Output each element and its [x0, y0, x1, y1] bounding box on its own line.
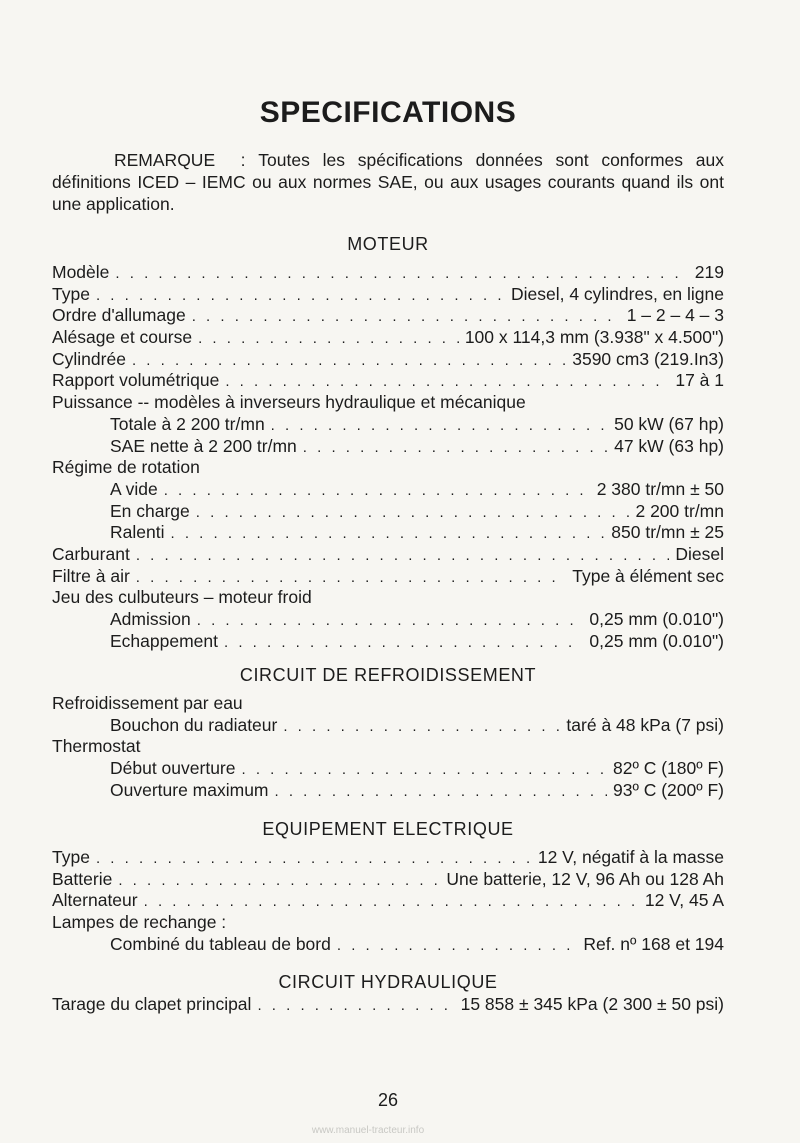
- spec-row: [52, 522, 724, 544]
- remark-paragraph: REMARQUE : Toutes les spécifications données sont conformes aux définitions ICED – IEMC ou aux normes SAE, ou aux usages courants quand ils ont une application.: [52, 150, 725, 214]
- dot-leader: [337, 935, 577, 957]
- spec-row: [52, 392, 724, 414]
- spec-label: Type: [52, 847, 90, 867]
- spec-value: taré à 48 kPa (7 psi): [566, 714, 724, 735]
- spec-row: [52, 327, 724, 349]
- spec-row: [52, 566, 724, 588]
- spec-row: [52, 736, 724, 758]
- spec-value: 0,25 mm (0.010"): [589, 630, 724, 651]
- spec-row: [52, 501, 724, 523]
- spec-label: Batterie: [52, 868, 113, 889]
- dot-leader: [136, 545, 670, 567]
- spec-row: [52, 890, 724, 912]
- spec-label: Puissance -- modèles à inverseurs hydraulique et mécanique: [52, 392, 526, 413]
- spec-label: Début ouverture: [110, 758, 236, 779]
- spec-row: [52, 994, 724, 1016]
- section-title-moteur: MOTEUR: [347, 234, 429, 254]
- spec-value: 850 tr/mn ± 25: [611, 522, 724, 543]
- spec-row: [52, 693, 724, 715]
- spec-row: [52, 912, 724, 934]
- spec-value: Ref. nº 168 et 194: [583, 933, 724, 954]
- dot-leader: [275, 781, 607, 803]
- spec-value: 47 kW (63 hp): [614, 435, 724, 456]
- remark-label: REMARQUE: [114, 150, 216, 170]
- spec-row: [52, 370, 724, 392]
- spec-label: En charge: [110, 500, 190, 521]
- spec-row: [52, 587, 724, 609]
- spec-label: Ouverture maximum: [110, 779, 269, 800]
- dot-leader: [198, 328, 459, 350]
- spec-value: 219: [694, 262, 724, 282]
- spec-label: Jeu des culbuteurs – moteur froid: [52, 587, 312, 608]
- spec-value: 1 – 2 – 4 – 3: [626, 305, 724, 326]
- spec-value: Diesel: [675, 543, 724, 564]
- spec-label: Bouchon du radiateur: [110, 714, 278, 735]
- dot-leader: [242, 759, 607, 781]
- spec-value: 3590 cm3 (219.In3): [572, 348, 724, 369]
- dot-leader: [115, 263, 688, 285]
- watermark: www.manuel-tracteur.info: [311, 1125, 425, 1136]
- spec-label: Thermostat: [52, 736, 141, 757]
- page-number: 26: [377, 1090, 399, 1110]
- spec-label: Tarage du clapet principal: [52, 994, 252, 1014]
- dot-leader: [225, 371, 669, 393]
- spec-row: [52, 457, 724, 479]
- spec-value: 82º C (180º F): [612, 758, 724, 779]
- dot-leader: [132, 350, 566, 372]
- spec-value: 93º C (200º F): [612, 779, 724, 800]
- spec-label: SAE nette à 2 200 tr/mn: [110, 435, 297, 456]
- spec-label: Modèle: [52, 262, 110, 282]
- dot-leader: [118, 870, 440, 892]
- section-title-hydraulique: CIRCUIT HYDRAULIQUE: [278, 972, 498, 992]
- spec-label: Admission: [110, 609, 191, 629]
- spec-label: Refroidissement par eau: [52, 693, 243, 713]
- spec-value: 0,25 mm (0.010"): [589, 609, 724, 629]
- spec-label: Régime de rotation: [52, 457, 200, 478]
- spec-row: [52, 479, 724, 501]
- spec-row: [52, 780, 724, 802]
- spec-label: Alternateur: [52, 890, 138, 911]
- spec-label: Type: [52, 283, 90, 304]
- page-title: SPECIFICATIONS: [259, 96, 517, 129]
- spec-row: [52, 758, 724, 780]
- spec-row: [52, 869, 724, 891]
- dot-leader: [303, 437, 608, 459]
- spec-row: [52, 436, 724, 458]
- spec-label: Ordre d'allumage: [52, 305, 186, 326]
- dot-leader: [144, 891, 639, 913]
- spec-row: [52, 349, 724, 371]
- spec-label: Combiné du tableau de bord: [110, 933, 331, 954]
- spec-value: 2 200 tr/mn: [635, 500, 724, 521]
- spec-value: 2 380 tr/mn ± 50: [596, 478, 724, 499]
- dot-leader: [283, 716, 560, 738]
- dot-leader: [224, 632, 583, 654]
- dot-leader: [271, 415, 608, 437]
- dot-leader: [96, 285, 505, 307]
- spec-row: [52, 414, 724, 436]
- spec-label: Alésage et course: [52, 327, 193, 348]
- spec-row: [52, 284, 724, 306]
- dot-leader: [96, 848, 532, 870]
- dot-leader: [197, 610, 584, 632]
- spec-row: [52, 305, 724, 327]
- section-title-electrique: EQUIPEMENT ELECTRIQUE: [262, 819, 514, 839]
- dot-leader: [196, 502, 630, 524]
- dot-leader: [136, 567, 566, 589]
- spec-value: Type à élément sec: [572, 565, 724, 586]
- spec-row: [52, 262, 724, 284]
- spec-value: 12 V, négatif à la masse: [537, 847, 724, 867]
- section-title-refroidissement: CIRCUIT DE REFROIDISSEMENT: [239, 665, 537, 685]
- spec-value: 100 x 114,3 mm (3.938" x 4.500"): [464, 327, 724, 348]
- spec-value: Diesel, 4 cylindres, en ligne: [510, 283, 724, 304]
- spec-label: Carburant: [52, 543, 130, 564]
- spec-value: 50 kW (67 hp): [614, 413, 724, 434]
- spec-value: Une batterie, 12 V, 96 Ah ou 128 Ah: [446, 868, 724, 889]
- spec-row: [52, 609, 724, 631]
- section-moteur-rows: [52, 262, 724, 652]
- spec-label: Totale à 2 200 tr/mn: [110, 413, 265, 434]
- spec-row: [52, 847, 724, 869]
- spec-label: Lampes de rechange :: [52, 912, 227, 933]
- spec-label: Rapport volumétrique: [52, 370, 220, 391]
- spec-value: 17 à 1: [675, 370, 724, 391]
- spec-row: [52, 631, 724, 653]
- remark-text: Toutes les spécifications données sont conformes aux définitions ICED – IEMC ou aux normes SAE, ou aux usages courants quand ils ont une application.: [52, 150, 725, 214]
- spec-row: [52, 544, 724, 566]
- dot-leader: [192, 306, 621, 328]
- spec-value: 15 858 ± 345 kPa (2 300 ± 50 psi): [460, 994, 724, 1014]
- spec-row: [52, 715, 724, 737]
- spec-label: Ralenti: [110, 522, 165, 543]
- dot-leader: [257, 995, 454, 1017]
- dot-leader: [164, 480, 591, 502]
- spec-label: Echappement: [110, 630, 218, 651]
- dot-leader: [170, 523, 605, 545]
- section-hydraulique-rows: [52, 994, 724, 1016]
- spec-label: A vide: [110, 478, 158, 499]
- section-refroidissement-rows: [52, 693, 724, 801]
- spec-row: [52, 934, 724, 956]
- spec-value: 12 V, 45 A: [644, 890, 724, 911]
- section-electrique-rows: [52, 847, 724, 955]
- spec-label: Cylindrée: [52, 348, 126, 369]
- spec-label: Filtre à air: [52, 565, 130, 586]
